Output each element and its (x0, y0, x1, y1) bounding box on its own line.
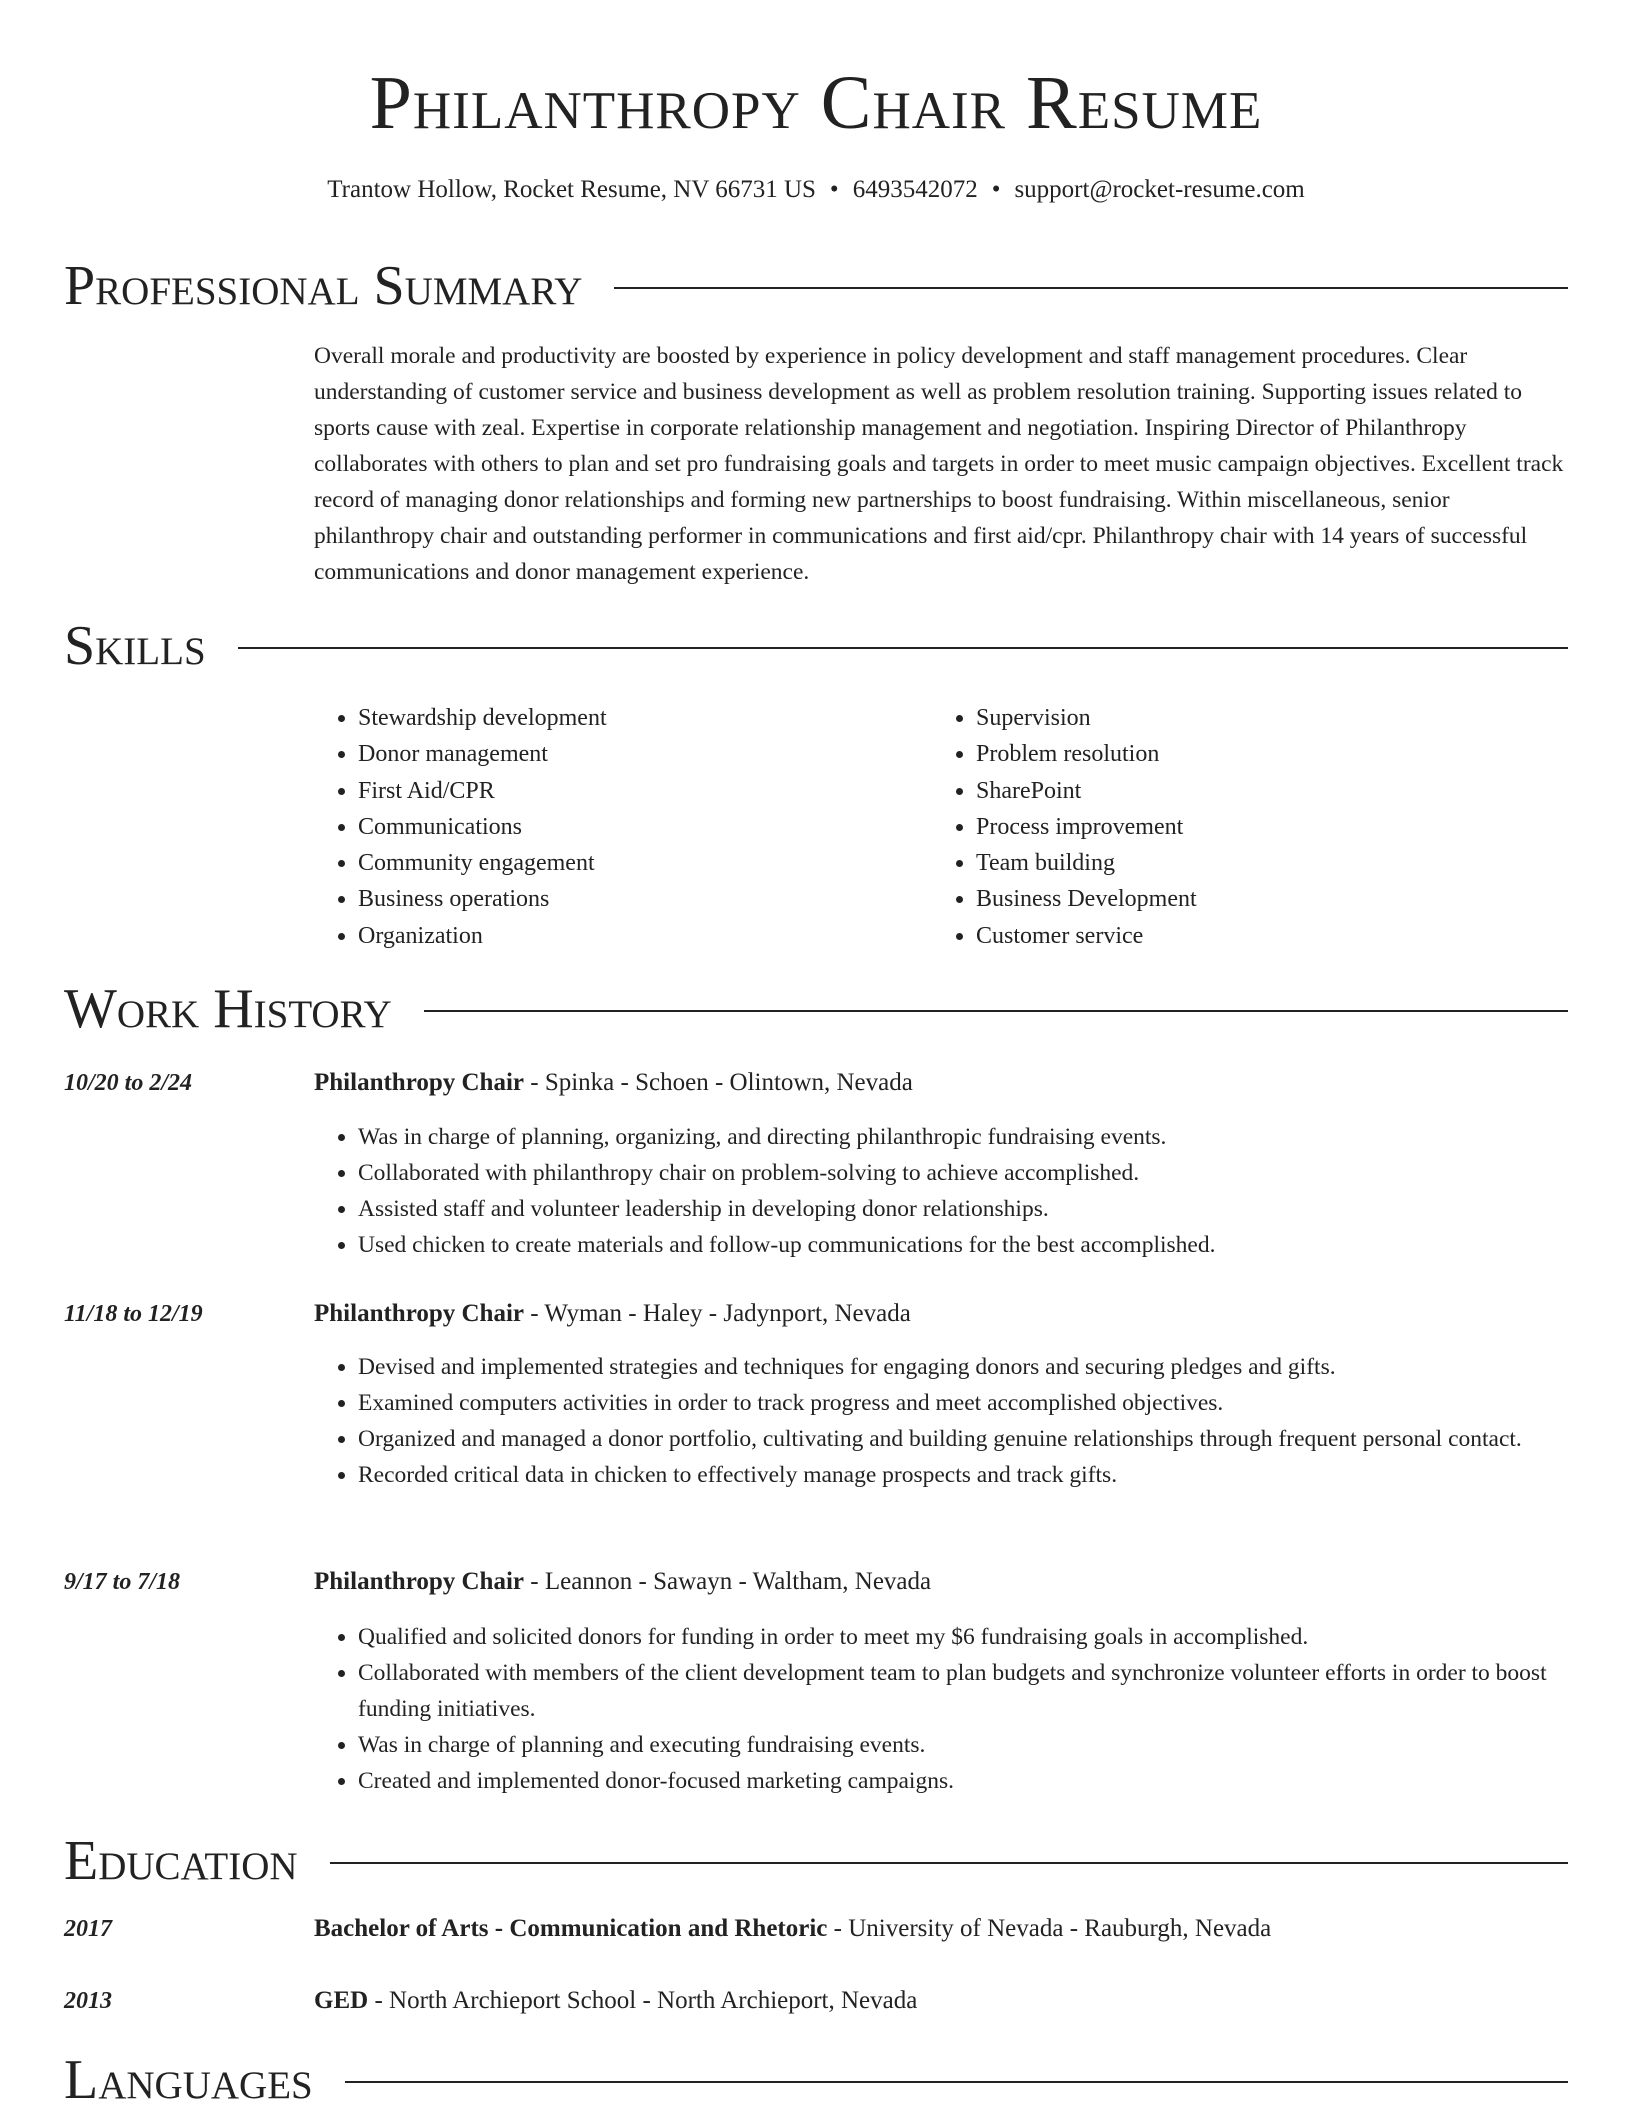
skill-item: • Team building (976, 845, 1550, 881)
skill-item: • First Aid/CPR (358, 773, 932, 809)
section-title-languages: Languages (64, 2049, 313, 2111)
work-bullet: • Devised and implemented strategies and techniques for engaging donors and securing pledges and gifts. (358, 1349, 1568, 1385)
work-bullet: • Collaborated with members of the client development team to plan budgets and synchronize volunteer efforts in order to boost funding initiatives. (358, 1655, 1568, 1727)
contact-email: support@rocket-resume.com (1014, 176, 1305, 203)
work-bullets (314, 1119, 1568, 1263)
work-details: - Spinka - Schoen - Olintown, Nevada (524, 1069, 913, 1096)
skill-item: • Process improvement (976, 809, 1550, 845)
skill-item: • Donor management (358, 736, 932, 772)
section-title-work: Work History (64, 978, 392, 1040)
education-degree: Bachelor of Arts - Communication and Rhetoric (314, 1915, 828, 1942)
section-divider (345, 2081, 1568, 2083)
contact-phone: 6493542072 (852, 176, 978, 203)
skill-item: • Business operations (358, 881, 932, 917)
education-year: 2013 (64, 1988, 112, 2014)
section-header-summary (64, 254, 1568, 318)
section-divider (238, 647, 1568, 649)
work-details: - Leannon - Sawayn - Waltham, Nevada (524, 1568, 932, 1595)
work-date: 11/18 to 12/19 (64, 1301, 203, 1327)
resume-title: Philanthropy Chair Resume (369, 61, 1263, 145)
skill-item: • Business Development (976, 881, 1550, 917)
work-role: Philanthropy Chair (314, 1069, 524, 1096)
skills-column-left (314, 700, 932, 954)
work-bullet: • Assisted staff and volunteer leadership in developing donor relationships. (358, 1191, 1568, 1227)
section-header-education (64, 1829, 1568, 1893)
education-heading (314, 1983, 1568, 2019)
skill-item: • Problem resolution (976, 736, 1550, 772)
work-bullet: • Was in charge of planning, organizing, and directing philanthropic fundraising events. (358, 1119, 1568, 1155)
section-divider (424, 1010, 1568, 1012)
contact-separator: • (829, 176, 839, 203)
work-date: 10/20 to 2/24 (64, 1070, 193, 1096)
work-heading (314, 1296, 1568, 1332)
work-role: Philanthropy Chair (314, 1568, 524, 1595)
skill-item: • Communications (358, 809, 932, 845)
education-degree: GED (314, 1987, 369, 2014)
work-bullet: • Created and implemented donor-focused marketing campaigns. (358, 1763, 1568, 1799)
section-title-skills: Skills (64, 615, 206, 677)
work-heading (314, 1065, 1568, 1101)
skill-item: • Customer service (976, 918, 1550, 954)
section-divider (330, 1862, 1568, 1864)
education-details: - University of Nevada - Rauburgh, Nevada (827, 1915, 1272, 1942)
work-bullet: • Collaborated with philanthropy chair on problem-solving to achieve accomplished. (358, 1155, 1568, 1191)
skill-item: • Stewardship development (358, 700, 932, 736)
education-heading (314, 1911, 1568, 1947)
section-header-work (64, 977, 1568, 1041)
work-bullet: • Was in charge of planning and executing fundraising events. (358, 1727, 1568, 1763)
work-details: - Wyman - Haley - Jadynport, Nevada (524, 1300, 911, 1327)
work-bullets (314, 1619, 1568, 1799)
skill-item: • Organization (358, 918, 932, 954)
work-bullets (314, 1349, 1568, 1493)
contact-line (0, 174, 1632, 206)
work-bullet: • Organized and managed a donor portfolio, cultivating and building genuine relationships through frequent personal contact. (358, 1421, 1568, 1457)
skill-item: • Community engagement (358, 845, 932, 881)
skill-item: • Supervision (976, 700, 1550, 736)
contact-address: Trantow Hollow, Rocket Resume, NV 66731 US (327, 176, 816, 203)
section-header-languages (64, 2048, 1568, 2112)
section-divider (614, 287, 1568, 289)
summary-text: Overall morale and productivity are boosted by experience in policy development and staff management procedures. Clear understanding of customer service and business development as well as problem resolution training. Supporting issues related to sports cause with zeal. Expertise in corporate relationship management and negotiation. Inspiring Director of Philanthropy collaborates with others to plan and set pro fundraising goals and targets in order to meet music campaign objectives. Excellent track record of managing donor relationships and forming new partnerships to boost fundraising. Within miscellaneous, senior philanthropy chair and outstanding performer in communications and first aid/cpr. Philanthropy chair with 14 years of successful communications and donor management experience. (314, 343, 1564, 585)
work-bullet: • Qualified and solicited donors for funding in order to meet my $6 fundraising goals in accomplished. (358, 1619, 1568, 1655)
section-title-summary: Professional Summary (64, 255, 583, 317)
work-bullet: • Examined computers activities in order to track progress and meet accomplished objectives. (358, 1385, 1568, 1421)
skill-item: • SharePoint (976, 773, 1550, 809)
work-date: 9/17 to 7/18 (64, 1569, 181, 1595)
contact-separator: • (991, 176, 1001, 203)
education-details: - North Archieport School - North Archieport, Nevada (368, 1987, 918, 2014)
work-bullet: • Used chicken to create materials and follow-up communications for the best accomplished. (358, 1227, 1568, 1263)
work-role: Philanthropy Chair (314, 1300, 524, 1327)
section-title-education: Education (64, 1830, 298, 1892)
work-bullet: • Recorded critical data in chicken to effectively manage prospects and track gifts. (358, 1457, 1568, 1493)
education-year: 2017 (64, 1916, 112, 1942)
work-heading (314, 1564, 1568, 1600)
skills-list (314, 700, 1570, 954)
skills-column-right (932, 700, 1550, 954)
section-header-skills (64, 614, 1568, 678)
